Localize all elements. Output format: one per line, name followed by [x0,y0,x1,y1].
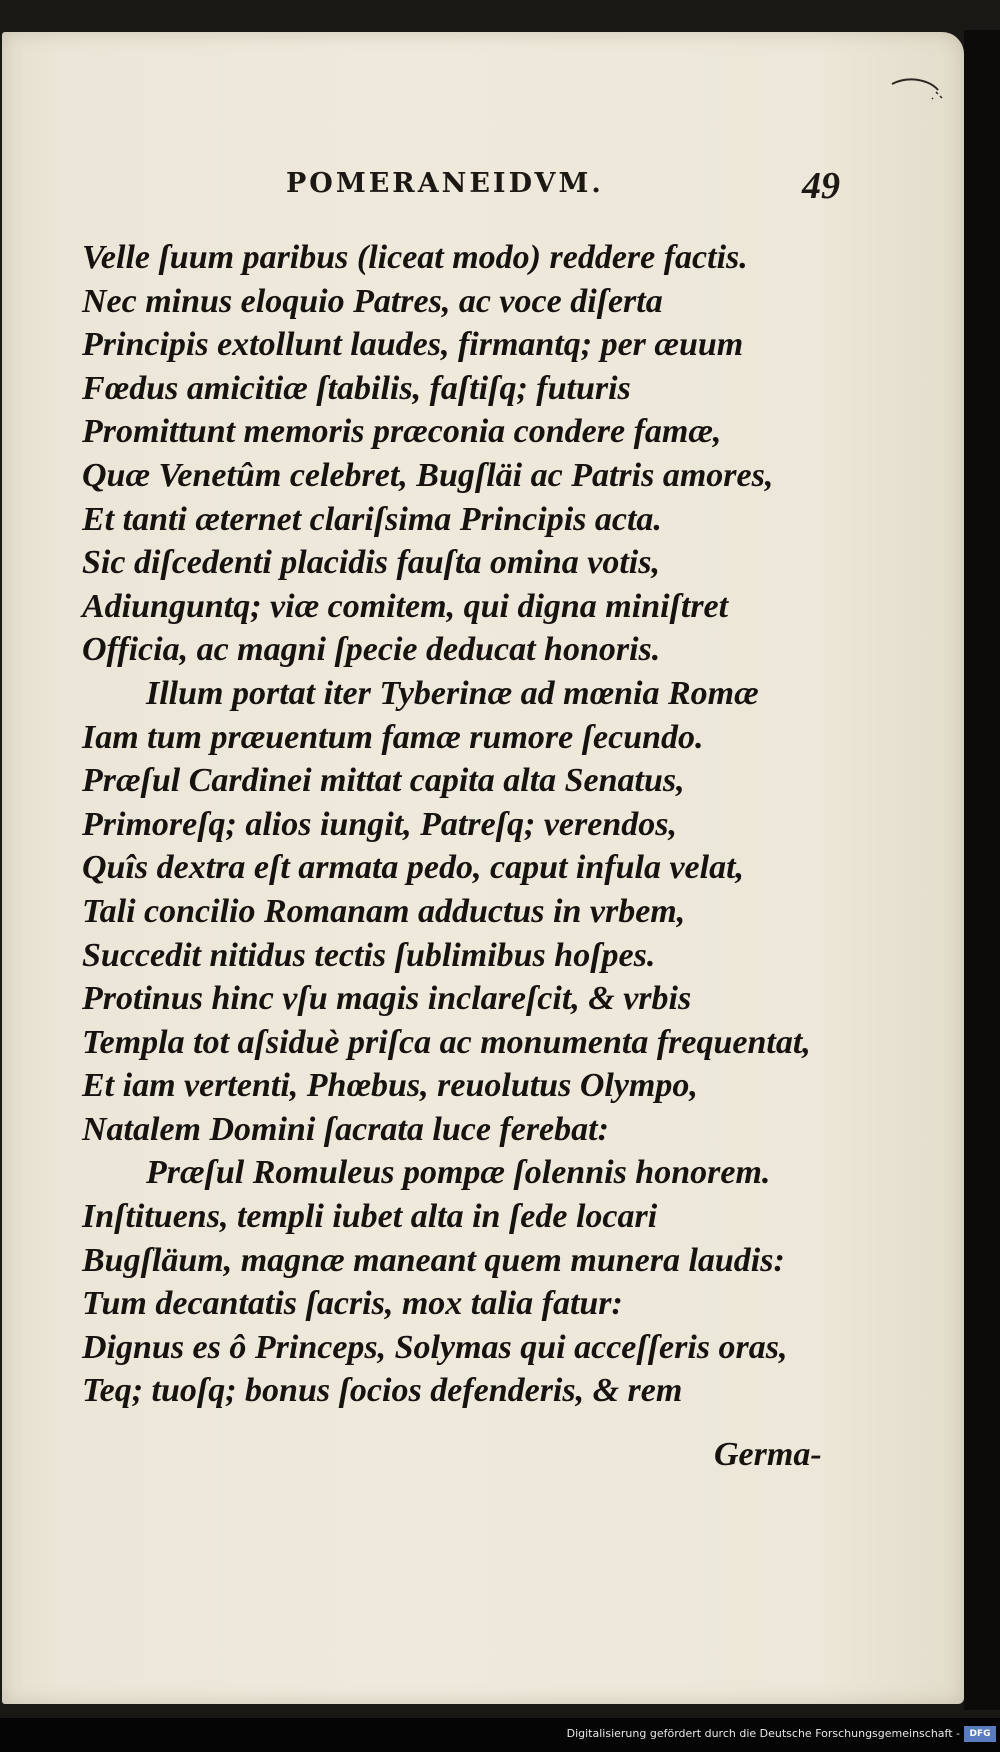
book-page [2,32,964,1704]
verse-line: Quæ Venetûm celebret, Bugſläi ac Patris amores, [82,456,774,494]
footer-credit: Digitalisierung gefördert durch die Deutsche Forschungsgemeinschaft - [566,1727,960,1740]
verse-line: Teq; tuoſq; bonus ſocios defenderis, & rem [82,1372,683,1410]
verse-line: Primoreſq; alios iungit, Patreſq; verendos, [82,805,677,843]
verse-line: Tali concilio Romanam adductus in vrbem, [82,892,686,930]
verse-line: Principis extollunt laudes, firmantq; per æuum [82,326,744,364]
verse-line: Tum decantatis ſacris, mox talia fatur: [82,1285,623,1323]
verse-line: Velle ſuum paribus (liceat modo) reddere factis. [82,239,748,276]
verse-line: Dignus es ô Princeps, Solymas qui acceſſeris oras, [82,1328,788,1366]
verse-line: Fœdus amicitiæ ſtabilis, faſtiſq; futuris [82,369,631,407]
verse-line: Illum portat iter Tyberinæ ad mœnia Romæ [146,674,759,712]
verse-line: Promittunt memoris præconia condere famæ, [82,413,722,451]
verse-line: Et iam vertenti, Phœbus, reuolutus Olympo, [82,1067,698,1105]
page-number: 49 [802,165,840,207]
verse-line: Præſul Romuleus pompæ ſolennis honorem. [146,1154,771,1192]
verse-line: Iam tum præuentum famæ rumore ſecundo. [82,718,704,756]
verse-line: Sic diſcedenti placidis fauſta omina votis, [82,544,660,582]
verse-line: Inſtituens, templi iubet alta in ſede locari [82,1198,658,1236]
verse-line: Natalem Domini ſacrata luce ferebat: [82,1110,609,1148]
dfg-logo: DFG [964,1726,996,1742]
verse-line: Præſul Cardinei mittat capita alta Senatus, [82,762,685,800]
verse-line: Nec minus eloquio Patres, ac voce diſerta [82,282,663,320]
verse-line: Succedit nitidus tectis ſublimibus hoſpes. [82,936,656,974]
verse-line: Templa tot aſsiduè priſca ac monumenta frequentat, [82,1023,811,1061]
ink-mark-icon [888,74,948,104]
book-edge [964,30,1000,1710]
verse-line: Officia, ac magni ſpecie deducat honoris. [82,631,661,669]
page-header [2,165,964,216]
digitization-footer [0,1718,1000,1752]
verse-line: Adiunguntq; viæ comitem, qui digna miniſtret [82,587,729,625]
catchword: Germa- [714,1436,822,1473]
verse-line: Et tanti æternet clariſsima Principis acta. [82,500,662,538]
verse-text [82,236,882,1413]
verse-line: Bugſläum, magnæ maneant quem munera laudis: [82,1241,785,1279]
verse-line: Quîs dextra eſt armata pedo, caput infula velat, [82,849,745,887]
verse-line: Protinus hinc vſu magis inclareſcit, & vrbis [82,980,692,1018]
running-head: POMERANEIDVM. [286,168,604,199]
